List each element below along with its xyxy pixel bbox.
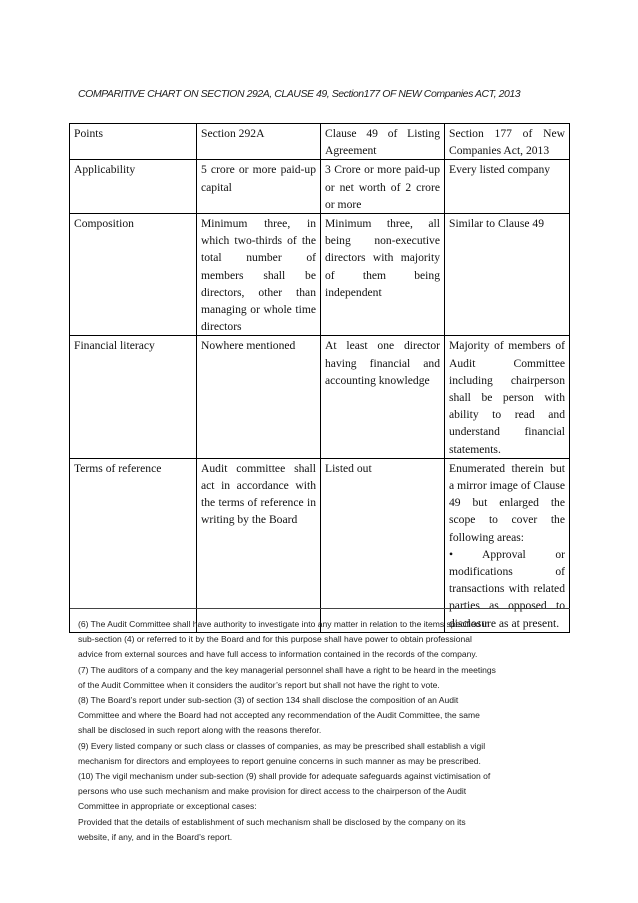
table-cell: Audit committee shall act in accordance with the terms of reference in writing by the Board [197,458,321,632]
footnote-line: (8) The Board’s report under sub-section (3) of section 134 shall disclose the composition of an Audit [78,695,459,706]
table-row [70,336,570,458]
table-cell: Nowhere mentioned [197,336,321,458]
table-cell: Minimum three, all being non-executive directors with majority of them being independent [321,214,445,336]
table-cell-terms-177: Enumerated therein but a mirror image of Clause 49 but enlarged the scope to cover the following areas: • Approval or modifications of transactions with related parties as opposed to disclosure as at present. [445,458,570,632]
header-cell-section-292a: Section 292A [197,124,321,160]
footnotes [78,617,568,845]
table-cell: 5 crore or more paid-up capital [197,160,321,214]
table-cell: Similar to Clause 49 [445,214,570,336]
page-title: COMPARITIVE CHART ON SECTION 292A, CLAUSE 49, Section177 OF NEW Companies ACT, 2013 [78,88,521,100]
footnote-line: advice from external sources and have full access to information contained in the records of the company. [78,649,478,660]
footnote-line: website, if any, and in the Board’s report. [78,831,233,842]
table-row [70,214,570,336]
table-header-row [70,124,570,160]
footnote-line: of the Audit Committee when it considers the auditor’s report but shall not have the right to vote. [78,679,440,690]
table-row [70,160,570,214]
comparison-table [69,123,570,633]
table-cell: Composition [70,214,197,336]
footnote-line: (9) Every listed company or such class or classes of companies, as may be prescribed shall establish a vigil [78,740,486,751]
header-cell-section-177: Section 177 of New Companies Act, 2013 [445,124,570,160]
table-cell: Applicability [70,160,197,214]
footnote-line: mechanism for directors and employees to report genuine concerns in such manner as may be prescribed. [78,755,481,766]
table-cell: Listed out [321,458,445,632]
table-cell: Majority of members of Audit Committee including chairperson shall be person with ability to read and understand financial statements. [445,336,570,458]
table-row [70,458,570,632]
footnote-line: shall be disclosed in such report along with the reasons therefor. [78,725,322,736]
header-cell-points: Points [70,124,197,160]
footnote-line: Committee in appropriate or exceptional cases: [78,801,257,812]
table-cell: At least one director having financial and accounting knowledge [321,336,445,458]
footnote-line: Provided that the details of establishment of such mechanism shall be disclosed by the company on its [78,816,466,827]
table-cell: Minimum three, in which two-thirds of the total number of members shall be directors, other than managing or whole time directors [197,214,321,336]
footnote-line: sub-section (4) or referred to it by the Board and for this purpose shall have power to obtain professional [78,634,472,645]
footnote-line: (10) The vigil mechanism under sub-section (9) shall provide for adequate safeguards against victimisation of [78,771,491,782]
table-cell: Financial literacy [70,336,197,458]
footnote-line: Committee and where the Board had not accepted any recommendation of the Audit Committee, the same [78,710,480,721]
footnote-line: persons who use such mechanism and make provision for direct access to the chairperson of the Audit [78,786,467,797]
separator-line [70,608,570,609]
table-cell: Every listed company [445,160,570,214]
table-cell: 3 Crore or more paid-up or net worth of 2 crore or more [321,160,445,214]
header-cell-clause-49: Clause 49 of Listing Agreement [321,124,445,160]
table-cell: Terms of reference [70,458,197,632]
footnote-line: (7) The auditors of a company and the key managerial personnel shall have a right to be heard in the meetings [78,664,496,675]
footnote-line: (6) The Audit Committee shall have authority to investigate into any matter in relation to the items specified in [78,619,490,629]
